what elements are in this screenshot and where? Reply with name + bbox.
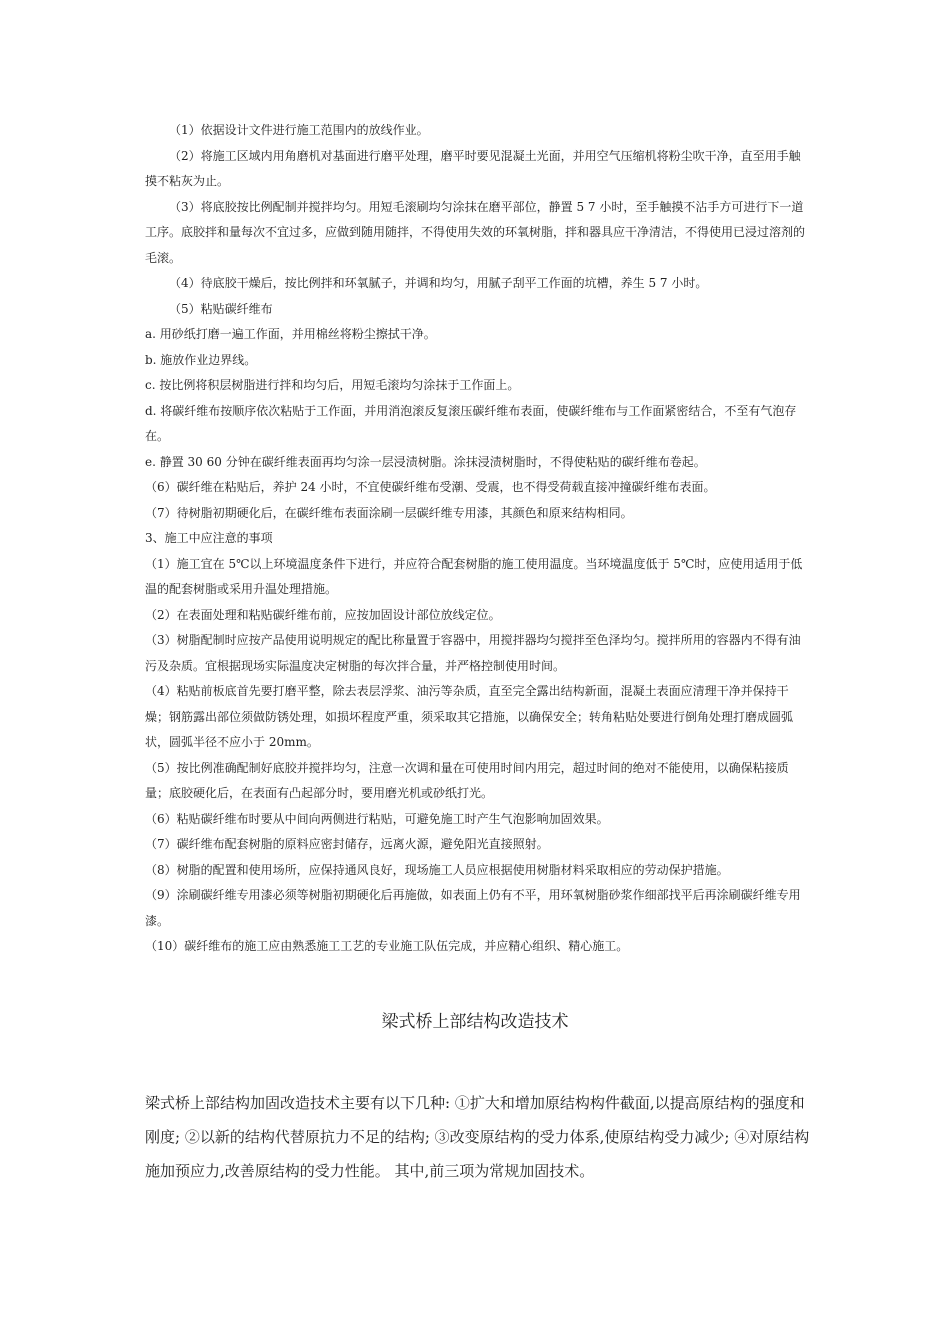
step-7: （7）待树脂初期硬化后，在碳纤维布表面涂刷一层碳纤维专用漆，其颜色和原来结构相同。 — [145, 505, 633, 520]
step-6: （6）碳纤维在粘贴后，养护 24 小时，不宜使碳纤维布受潮、受震，也不得受荷载直接冲撞碳纤维布表面。 — [145, 480, 716, 494]
step-2: （2）将施工区域内用角磨机对基面进行磨平处理，磨平时要见混凝土光面，并用空气压缩机将粉尘吹干净，直至用手触摸不粘灰为止。 — [145, 148, 801, 188]
substep-b: b. 施放作业边界线。 — [145, 352, 257, 367]
note-3: （3）树脂配制时应按产品使用说明规定的配比称量置于容器中，用搅拌器均匀搅拌至色泽均匀。搅拌所用的容器内不得有油污及杂质。宜根据现场实际温度决定树脂的每次拌合量，并严格控制使用时间。 — [145, 633, 801, 673]
note-5: （5）按比例准确配制好底胶并搅拌均匀，注意一次调和量在可使用时间内用完，超过时间的绝对不能使用，以确保粘接质量；底胶硬化后，在表面有凸起部分时，要用磨光机或砂纸打光。 — [145, 760, 789, 800]
step-1: （1）依据设计文件进行施工范围内的放线作业。 — [169, 123, 429, 137]
substep-d: d. 将碳纤维布按顺序依次粘贴于工作面，并用消泡滚反复滚压碳纤维布表面，使碳纤维布与工作面紧密结合，不至有气泡存在。 — [145, 403, 797, 443]
note-8: （8）树脂的配置和使用场所，应保持通风良好，现场施工人员应根据使用树脂材料采取相应的劳动保护措施。 — [145, 862, 729, 877]
note-2: （2）在表面处理和粘贴碳纤维布前，应按加固设计部位放线定位。 — [145, 607, 501, 622]
substep-e: e. 静置 30 60 分钟在碳纤维表面再均匀涂一层浸渍树脂。涂抹浸渍树脂时，不得使粘贴的碳纤维布卷起。 — [145, 454, 706, 469]
substep-a: a. 用砂纸打磨一遍工作面，并用棉丝将粉尘擦拭干净。 — [145, 327, 436, 341]
step-5: （5）粘贴碳纤维布 — [169, 301, 273, 316]
construction-procedure — [145, 118, 810, 960]
note-7: （7）碳纤维布配套树脂的原料应密封储存，远离火源，避免阳光直接照射。 — [145, 837, 549, 851]
note-9: （9）涂刷碳纤维专用漆必须等树脂初期硬化后再施做，如表面上仍有不平，用环氧树脂砂浆作细部找平后再涂刷碳纤维专用漆。 — [145, 888, 801, 928]
substep-c: c. 按比例将积层树脂进行拌和均匀后，用短毛滚均匀涂抹于工作面上。 — [145, 378, 520, 392]
note-10: （10）碳纤维布的施工应由熟悉施工工艺的专业施工队伍完成，并应精心组织、精心施工。 — [145, 939, 629, 953]
note-1: （1）施工宜在 5℃以上环境温度条件下进行，并应符合配套树脂的施工使用温度。当环境温度低于 5℃时，应使用适用于低温的配套树脂或采用升温处理措施。 — [145, 556, 803, 596]
step-3: （3）将底胶按比例配制并搅拌均匀。用短毛滚刷均匀涂抹在磨平部位，静置 5 7 小时，至手触摸不沾手方可进行下一道工序。底胶拌和量每次不宜过多，应做到随用随拌，不得使用失效的环氧树脂，拌和器具应干净清洁，不得使用已浸过溶剂的毛滚。 — [145, 199, 806, 265]
section-title: 梁式桥上部结构改造技术 — [381, 1012, 569, 1032]
step-4: （4）待底胶干燥后，按比例拌和环氧腻子，并调和均匀，用腻子刮平工作面的坑槽，养生 5 7 小时。 — [169, 276, 708, 290]
note-4: （4）粘贴前板底首先要打磨平整，除去表层浮浆、油污等杂质，直至完全露出结构新面，混凝土表面应清理干净并保持干燥；钢筋露出部位须做防锈处理，如损坏程度严重，须采取其它措施，以确保安全；转角粘贴处要进行倒角处理打磨成圆弧状，圆弧半径不应小于 20mm。 — [145, 684, 794, 749]
notes-heading: 3、施工中应注意的事项 — [145, 531, 273, 545]
note-6: （6）粘贴碳纤维布时要从中间向两侧进行粘贴，可避免施工时产生气泡影响加固效果。 — [145, 811, 609, 826]
intro-paragraph: 梁式桥上部结构加固改造技术主要有以下几种: ①扩大和增加原结构构件截面,以提高原结构的强度和刚度; ②以新的结构代替原抗力不足的结构; ③改变原结构的受力体系,使原结构受力减少; ④对原结构施加预应力,改善原结构的受力性能。 其中,前三项为常规加固技术。 — [145, 1094, 810, 1180]
